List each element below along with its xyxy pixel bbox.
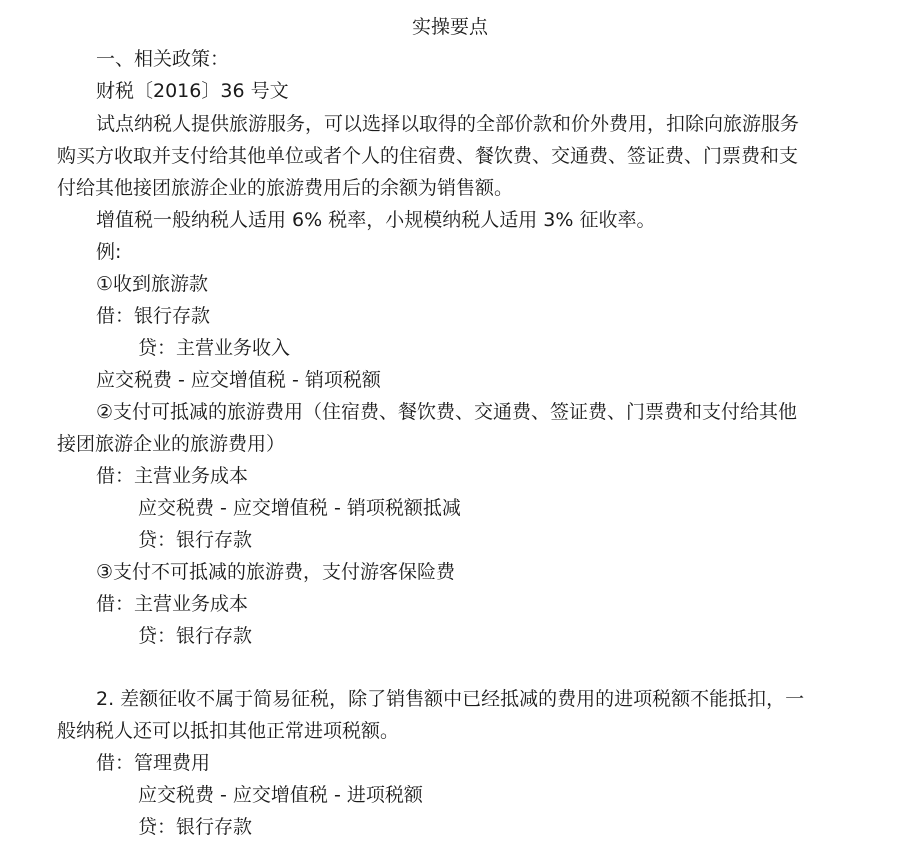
section-heading-policy: 一、相关政策：	[96, 48, 230, 70]
example-step-2: ②支付可抵减的旅游费用（住宿费、餐饮费、交通费、签证费、门票费和支付给其他	[96, 401, 798, 423]
paragraph-line: 购买方收取并支付给其他单位或者个人的住宿费、餐饮费、交通费、签证费、门票费和支	[57, 145, 799, 167]
paragraph-line: 增值税一般纳税人适用 6% 税率，小规模纳税人适用 3% 征收率。	[96, 209, 656, 231]
journal-credit: 贷：银行存款	[138, 529, 253, 551]
paragraph-line: 付给其他接团旅游企业的旅游费用后的余额为销售额。	[57, 177, 514, 199]
journal-entry-line: 应交税费 - 应交增值税 - 销项税额抵减	[138, 497, 461, 519]
journal-debit: 借：主营业务成本	[96, 465, 249, 487]
journal-debit: 借：银行存款	[96, 305, 211, 327]
example-label: 例:	[96, 241, 122, 263]
example-step-1: ①收到旅游款	[96, 273, 209, 295]
journal-credit: 贷：银行存款	[138, 625, 253, 647]
journal-entry-line: 应交税费 - 应交增值税 - 销项税额	[96, 369, 381, 391]
page-title: 实操要点	[411, 16, 488, 38]
journal-debit: 借：管理费用	[96, 752, 211, 774]
paragraph-line: 2. 差额征收不属于简易征税，除了销售额中已经抵减的费用的进项税额不能抵扣，一	[96, 688, 805, 710]
journal-entry-line: 应交税费 - 应交增值税 - 进项税额	[138, 784, 423, 806]
example-step-3: ③支付不可抵减的旅游费，支付游客保险费	[96, 561, 456, 583]
journal-credit: 贷：银行存款	[138, 816, 253, 838]
paragraph-line: 接团旅游企业的旅游费用）	[57, 433, 286, 455]
policy-reference: 财税〔2016〕36 号文	[96, 80, 289, 102]
journal-credit: 贷：主营业务收入	[138, 337, 291, 359]
journal-debit: 借：主营业务成本	[96, 593, 249, 615]
paragraph-line: 般纳税人还可以抵扣其他正常进项税额。	[57, 720, 400, 742]
paragraph-line: 试点纳税人提供旅游服务，可以选择以取得的全部价款和价外费用，扣除向旅游服务	[96, 113, 800, 135]
